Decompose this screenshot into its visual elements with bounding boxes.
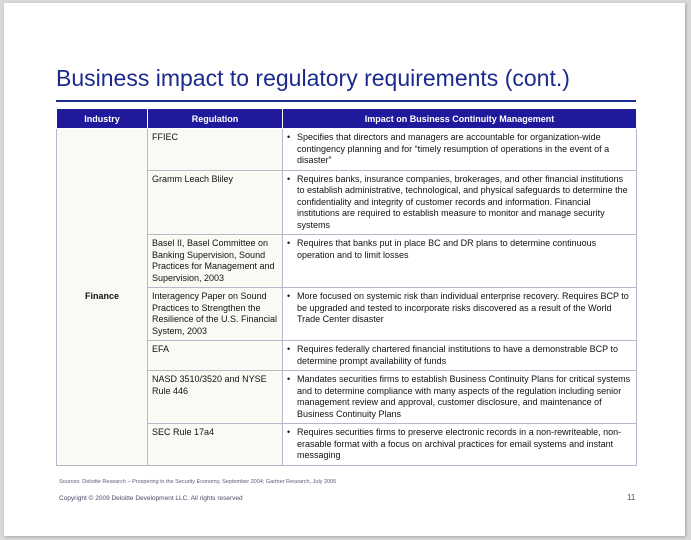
regulation-cell: Gramm Leach Bliley [148,170,283,235]
impact-cell [283,341,637,371]
industry-cell: Finance [57,129,148,466]
table-row [57,129,637,171]
page-number: 11 [627,493,636,502]
regulation-cell: NASD 3510/3520 and NYSE Rule 446 [148,371,283,424]
impact-cell [283,235,637,288]
column-header-industry: Industry [57,109,148,129]
bullet-icon: • [287,132,291,142]
regulation-table [56,108,637,466]
bullet-icon: • [287,291,291,301]
regulation-cell: EFA [148,341,283,371]
bullet-icon: • [287,173,291,184]
impact-text: Requires federally chartered financial institutions to have a demonstrable BCP to determine prompt availability of funds [297,344,619,366]
impact-text: More focused on systemic risk than individual enterprise recovery. Requires BCP to be upgraded and tested to incorporate risks discovered as a result of the World Trade Center disaster [297,291,629,324]
column-header-impact: Impact on Business Continuity Management [283,109,637,129]
impact-text: Requires banks, insurance companies, brokerages, and other financial institutions to establish administrative, technological, and physical safeguards to determine the confidentiality and integrity of customer records and information. Financial institutions are required to establish measure to monitor and manage security systems [297,173,628,230]
title-underline [56,100,636,102]
regulation-cell: SEC Rule 17a4 [148,424,283,466]
regulation-cell: FFIEC [148,129,283,171]
impact-cell [283,170,637,235]
slide [4,3,685,536]
bullet-icon: • [287,427,291,437]
slide-title: Business impact to regulatory requirements (cont.) [56,65,570,91]
impact-text: Requires that banks put in place BC and DR plans to determine continuous operation and to limit losses [297,238,597,260]
sources-note: Sources: Deloitte Research – Prospering in the Security Economy, September 2004; Gartner Research, July 2005 [59,479,337,485]
impact-text: Mandates securities firms to establish Business Continuity Plans for critical systems and to determine compliance with many aspects of the regulation including senior management review and approval, customer disclosure, and maintenance of Business Continuity Plans [297,374,631,419]
impact-cell [283,371,637,424]
regulation-cell: Basel II, Basel Committee on Banking Supervision, Sound Practices for Management and Supervision, 2003 [148,235,283,288]
impact-cell [283,288,637,341]
impact-cell [283,129,637,171]
impact-text: Requires securities firms to preserve electronic records in a non-rewriteable, non-erasable format with a focus on archival practices for email systems and instant messaging [297,427,622,460]
regulation-cell: Interagency Paper on Sound Practices to Strengthen the Resilience of the U.S. Financial System, 2003 [148,288,283,341]
table-header-row [57,109,637,129]
impact-text: Specifies that directors and managers are accountable for organization-wide contingency planning and for “timely resumption of operations in the event of a disaster” [297,132,610,165]
column-header-regulation: Regulation [148,109,283,129]
bullet-icon: • [287,374,291,384]
bullet-icon: • [287,238,291,248]
impact-cell [283,424,637,466]
copyright-notice: Copyright © 2009 Deloitte Development LLC. All rights reserved [59,495,243,502]
bullet-icon: • [287,344,291,354]
